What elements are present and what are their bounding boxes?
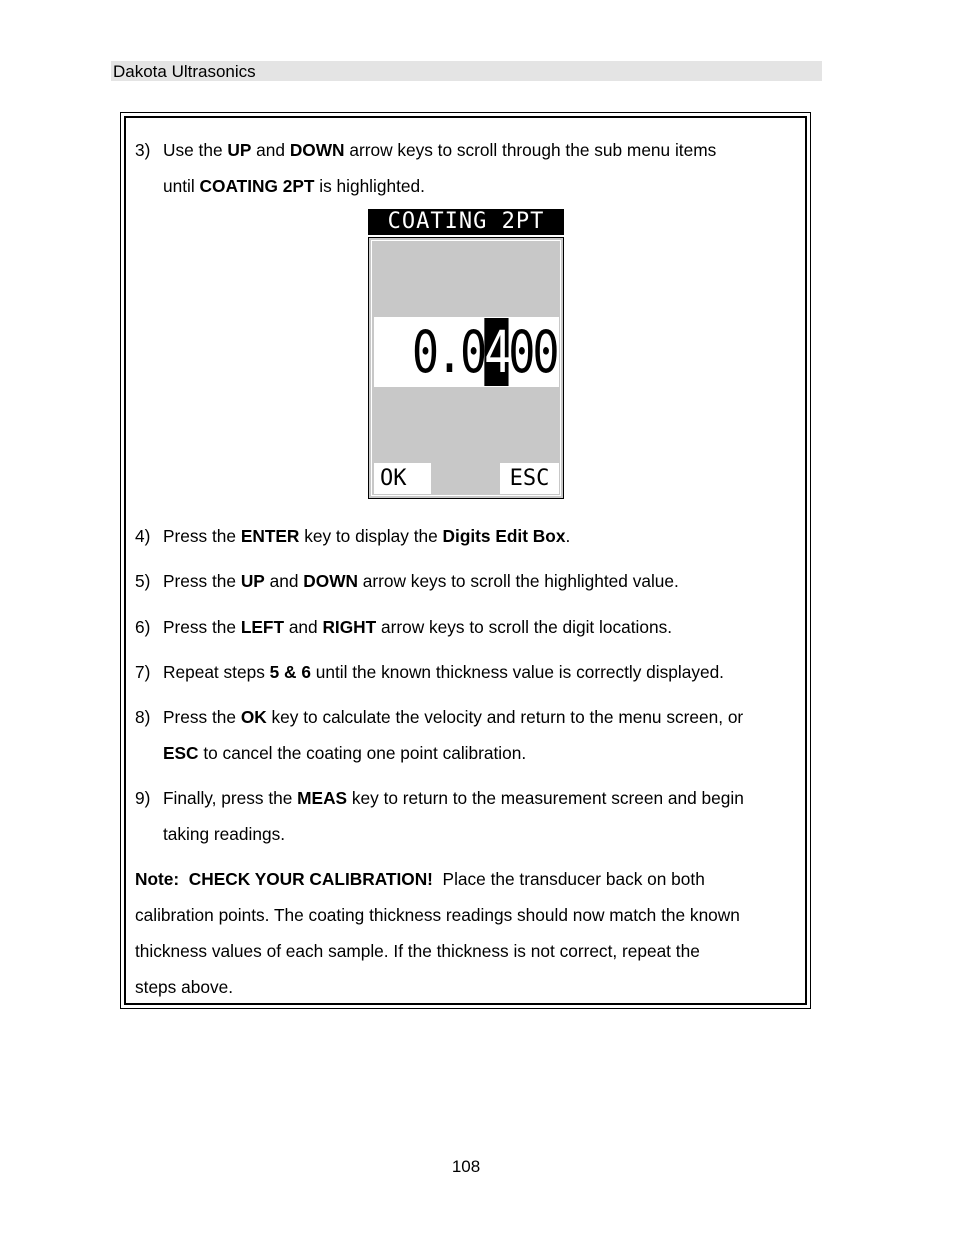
calibration-note: Note: CHECK YOUR CALIBRATION! Place the transducer back on both calibration points. The coating thickness readings should now match the known thickness values of each sample. If the thickness is not correct, repeat the steps above. [135, 869, 740, 997]
step-9: 9) Finally, press the MEAS key to return to the measurement screen and begin taking readings. [135, 788, 744, 844]
digits-value: 0.0400 [412, 318, 557, 386]
step-6: 6) Press the LEFT and RIGHT arrow keys to scroll the digit locations. [135, 617, 673, 637]
lcd-title-bar: COATING 2PT [368, 209, 564, 235]
step-4: 4) Press the ENTER key to display the Digits Edit Box. [135, 526, 571, 546]
header-title: Dakota Ultrasonics [113, 62, 256, 81]
lcd-screen [368, 237, 564, 499]
note-lead: Note: CHECK YOUR CALIBRATION! [135, 869, 433, 889]
lcd-ok-button: OK [374, 463, 431, 494]
highlighted-digit: 4 [484, 318, 509, 386]
step-7: 7) Repeat steps 5 & 6 until the known thickness value is correctly displayed. [135, 662, 724, 682]
lcd-esc-button: ESC [500, 463, 559, 494]
step-8: 8) Press the OK key to calculate the velocity and return to the menu screen, or ESC to cancel the coating one point calibration. [135, 707, 744, 763]
page-header [111, 61, 822, 81]
digits-edit-box [374, 317, 559, 387]
step-5: 5) Press the UP and DOWN arrow keys to scroll the highlighted value. [135, 571, 679, 591]
page-number: 108 [451, 1157, 481, 1176]
step-3: 3) Use the UP and DOWN arrow keys to scroll through the sub menu items until COATING 2PT is highlighted. [135, 140, 717, 196]
